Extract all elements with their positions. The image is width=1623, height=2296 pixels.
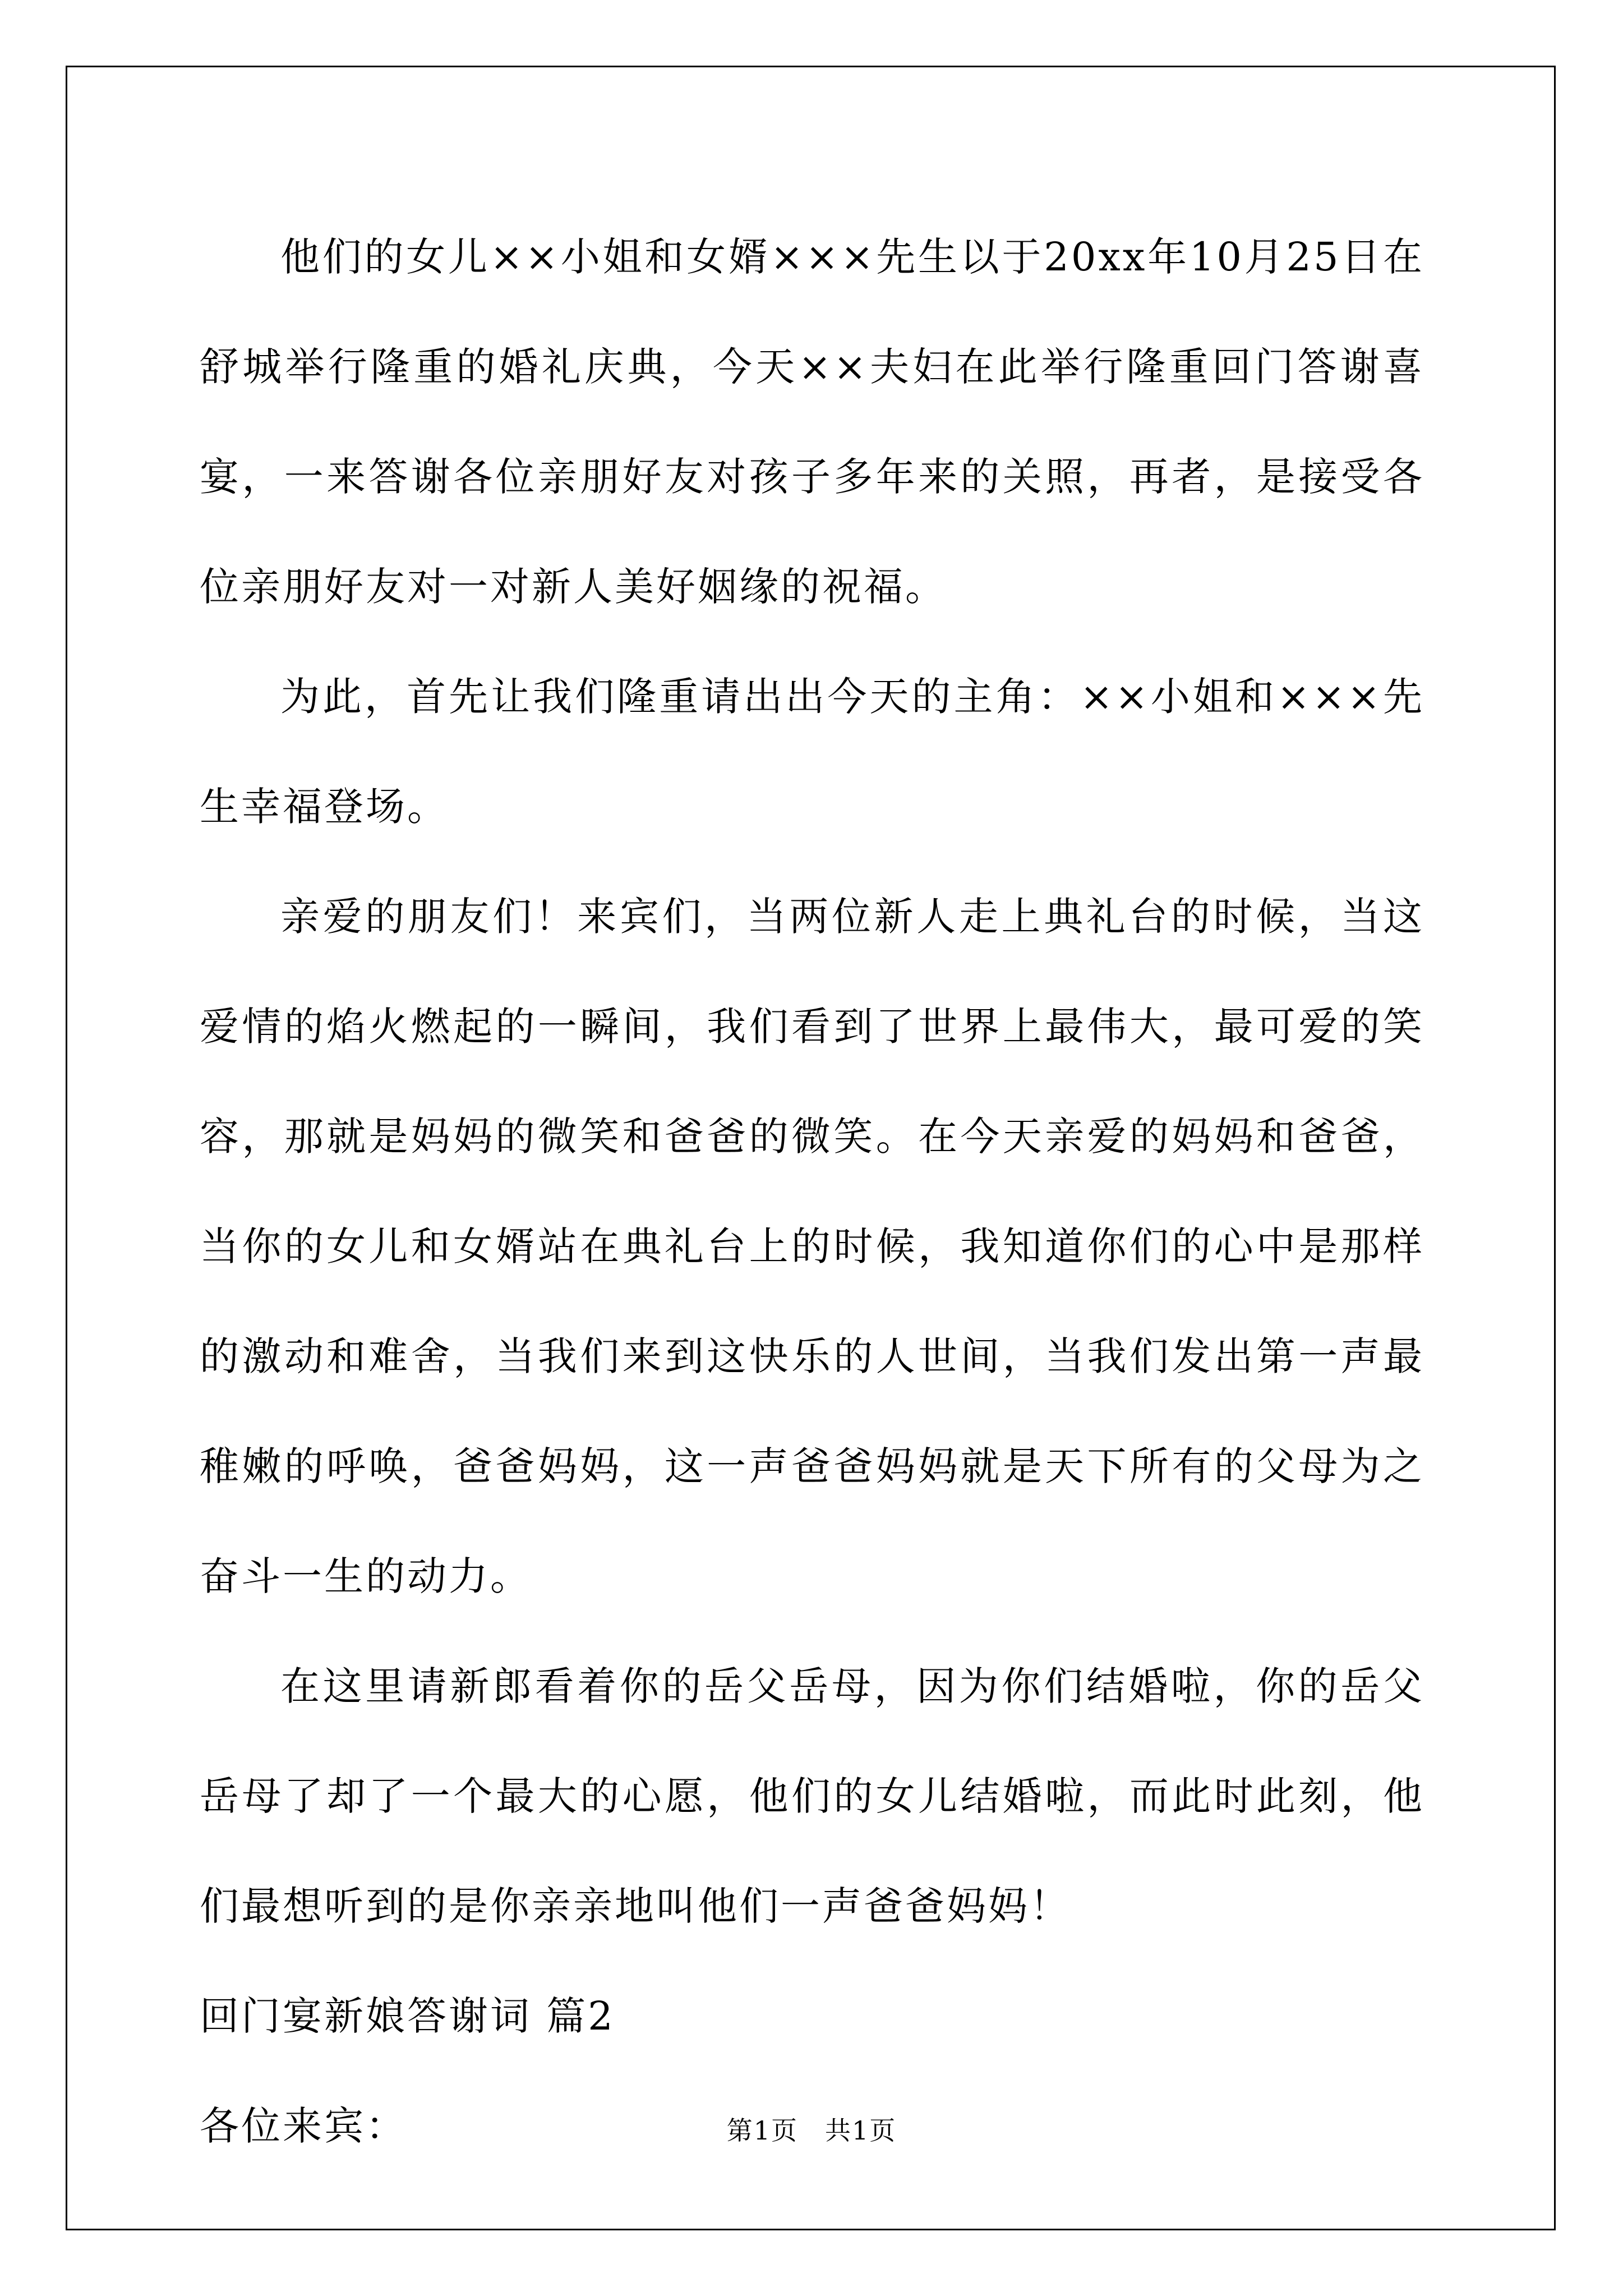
paragraph-1: 他们的女儿××小姐和女婿×××先生以于20xx年10月25日在舒城举行隆重的婚礼庆典，今天××夫妇在此举行隆重回门答谢喜宴，一来答谢各位亲朋好友对孩子多年来的关照，再者，是接受各位亲朋好友对一对新人美好姻缘的祝福。 (200, 234, 1424, 610)
paragraph-3: 亲爱的朋友们！来宾们，当两位新人走上典礼台的时候，当这爱情的焰火燃起的一瞬间，我们看到了世界上最伟大，最可爱的笑容，那就是妈妈的微笑和爸爸的微笑。在今天亲爱的妈妈和爸爸，当你的女儿和女婿站在典礼台上的时候，我知道你们的心中是那样的激动和难舍，当我们来到这快乐的人世间，当我们发出第一声最稚嫩的呼唤，爸爸妈妈，这一声爸爸妈妈就是天下所有的父母为之奋斗一生的动力。 (200, 894, 1424, 1599)
document-body (200, 202, 1424, 2181)
section-heading: 回门宴新娘答谢词 篇2 (200, 1993, 615, 2039)
salutation: 各位来宾： (200, 2103, 407, 2149)
paragraph-4: 在这里请新郎看着你的岳父岳母，因为你们结婚啦，你的岳父岳母了却了一个最大的心愿，他们的女儿结婚啦，而此时此刻，他们最想听到的是你亲亲地叫他们一声爸爸妈妈！ (200, 1663, 1424, 1929)
paragraph-2: 为此，首先让我们隆重请出出今天的主角：××小姐和×××先生幸福登场。 (200, 674, 1424, 830)
page-footer: 第1页 共1页 (726, 2115, 897, 2146)
